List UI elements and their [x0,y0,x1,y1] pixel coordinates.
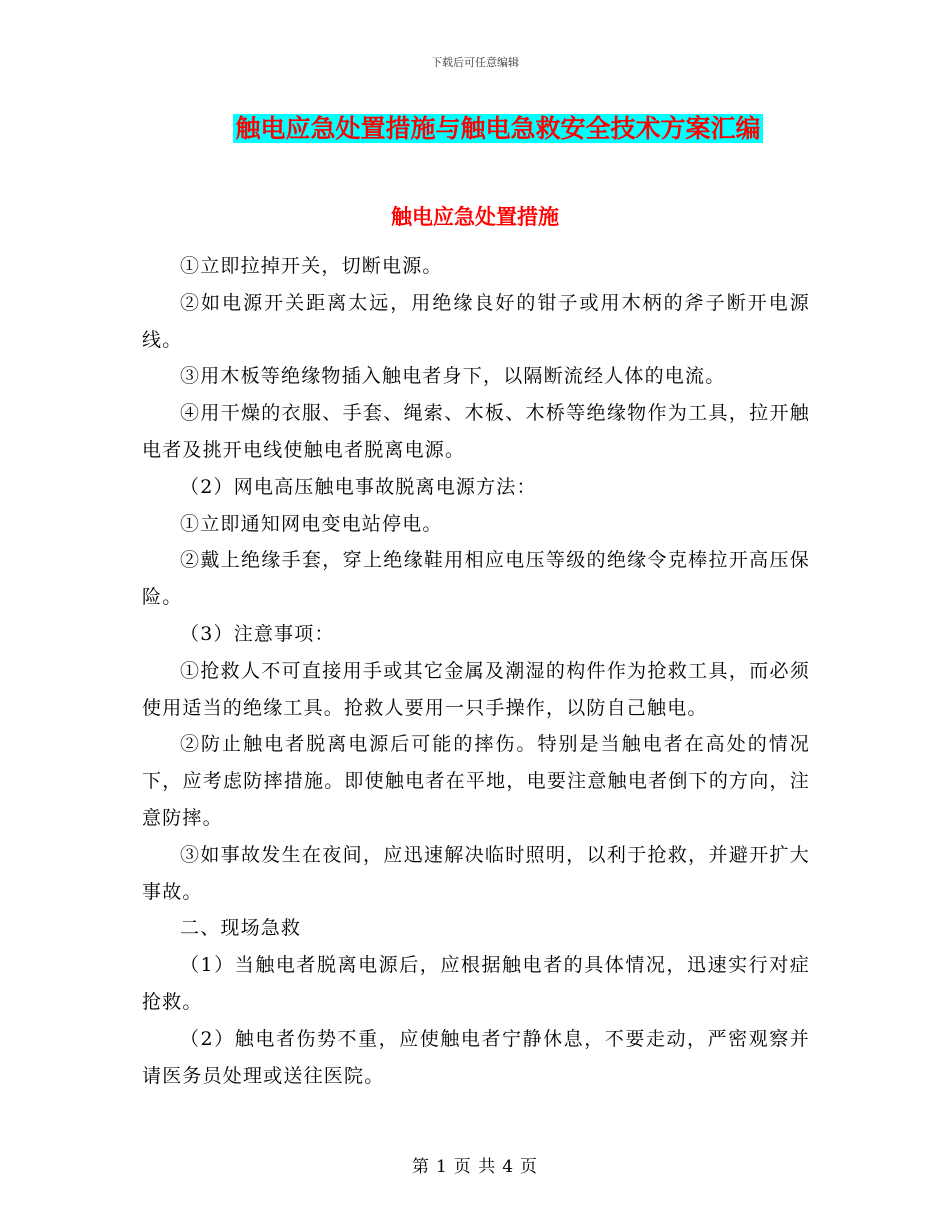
document-title-text: 触电应急处置措施与触电急救安全技术方案汇编 [235,114,761,143]
header-note: 下载后可任意编辑 [431,56,519,69]
document-title [0,112,950,146]
paragraph: （3）注意事项： [180,622,335,645]
paragraph: （2）网电高压触电事故脱离电源方法： [180,475,537,498]
paragraph: ③如事故发生在夜间，应迅速解决临时照明，以利于抢救，并避开扩大事故。 [142,843,810,903]
paragraph: ②戴上绝缘手套，穿上绝缘鞋用相应电压等级的绝缘令克棒拉开高压保险。 [142,549,810,609]
paragraph: ①立即通知网电变电站停电。 [180,512,443,535]
page-footer [0,1152,950,1177]
footer-mid: 页 共 [453,1157,497,1177]
paragraph: ③用木板等绝缘物插入触电者身下，以隔断流经人体的电流。 [180,365,726,388]
paragraph: ④用干燥的衣服、手套、绳索、木板、木桥等绝缘物作为工具，拉开触电者及挑开电线使触电者脱离电源。 [142,402,810,461]
paragraph: ②如电源开关距离太远，用绝缘良好的钳子或用木柄的斧子断开电源线。 [142,291,810,351]
paragraph: （1）当触电者脱离电源后，应根据触电者的具体情况，迅速实行对症抢救。 [142,954,810,1013]
paragraph: ①抢救人不可直接用手或其它金属及潮湿的构件作为抢救工具，而必须使用适当的绝缘工具。抢救人要用一只手操作，以防自己触电。 [142,659,810,719]
paragraph: ②防止触电者脱离电源后可能的摔伤。特别是当触电者在高处的情况下，应考虑防摔措施。即使触电者在平地，电要注意触电者倒下的方向，注意防摔。 [142,733,810,829]
document-body [142,248,810,1094]
total-page-count: 4 [502,1157,515,1177]
paragraph: 二、现场急救 [180,917,302,940]
section-title: 触电应急处置措施 [391,204,559,229]
footer-suffix: 页 [520,1157,539,1177]
current-page-number: 1 [435,1157,448,1177]
footer-prefix: 第 [411,1157,430,1177]
paragraph: ①立即拉掉开关，切断电源。 [180,255,443,277]
paragraph: （2）触电者伤势不重，应使触电者宁静休息，不要走动，严密观察并请医务员处理或送往医院。 [142,1027,810,1087]
